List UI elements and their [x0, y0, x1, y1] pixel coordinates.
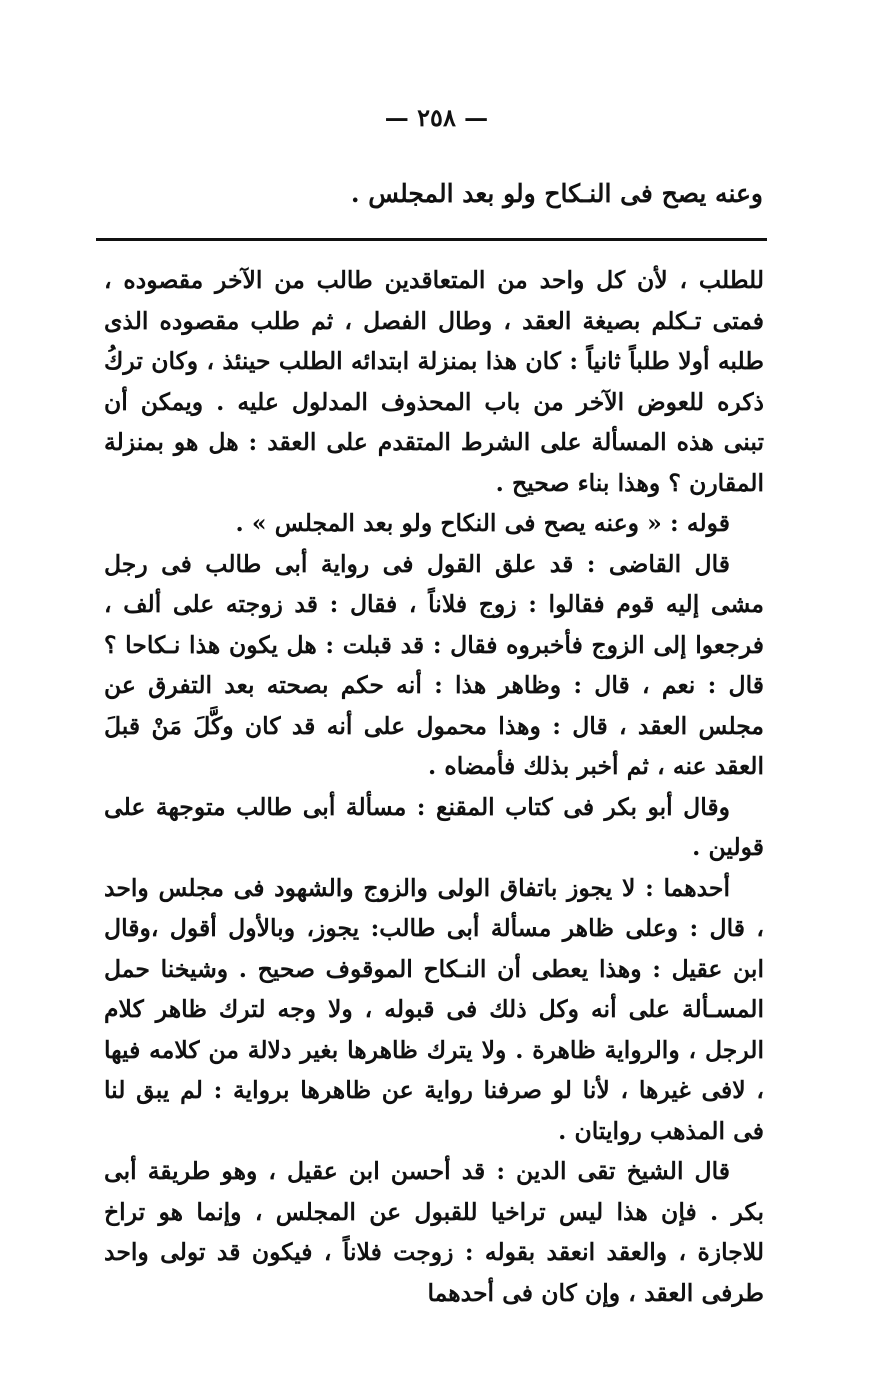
paragraph: قال القاضى : قد علق القول فى رواية أبى طالب فى رجل مشى إليه قوم فقالوا : زوج فلاناً ، فقال : قد زوجته على ألف ، فرجعوا إلى الزوج فأخبروه فقال : قد قبلت : هل يكون هذا نـكاحا ؟ قال : نعم ، قال : وظاهر هذا : أنه حكم بصحته بعد التفرق عن مجلس العقد ، قال : وهذا محمول على أنه قد كان وكَّلَ مَنْ قبلَ العقد عنه ، ثم أخبر بذلك فأمضاه . [104, 549, 764, 780]
paragraph: وقال أبو بكر فى كتاب المقنع : مسألة أبى طالب متوجهة على قولين . [104, 792, 764, 861]
separator-rule [96, 238, 767, 241]
paragraph: قوله : « وعنه يصح فى النكاح ولو بعد المجلس » . [235, 509, 730, 537]
paragraph: قال الشيخ تقى الدين : قد أحسن ابن عقيل ، وهو طريقة أبى بكر . فإن هذا ليس تراخيا للقبول عن المجلس ، وإنما هو تراخ للاجازة ، والعقد انعقد بقوله : زوجت فلاناً ، فيكون قد تولى واحد طرفى العقد ، وإن كان فى أحدهما [104, 1157, 764, 1307]
page-number: — ٢٥٨ — [384, 103, 489, 132]
commentary-body [104, 260, 764, 1313]
matn-text: وعنه يصح فى النـكاح ولو بعد المجلس . [350, 179, 763, 208]
paragraph: للطلب ، لأن كل واحد من المتعاقدين طالب من الآخر مقصوده ، فمتى تـكلم بصيغة العقد ، وطال الفصل ، ثم طلب مقصوده الذى طلبه أولا طلباً ثانياً : كان هذا بمنزلة ابتدائه الطلب حينئذ ، وكان تركُ ذكره للعوض الآخر من باب المحذوف المدلول عليه . ويمكن أن تبنى هذه المسألة على الشرط المتقدم على العقد : هل هو بمنزلة المقارن ؟ وهذا بناء صحيح . [104, 266, 764, 497]
paragraph: أحدهما : لا يجوز باتفاق الولى والزوج والشهود فى مجلس واحد ، قال : وعلى ظاهر مسألة أبى طالب: يجوز، وبالأول أقول ،وقال ابن عقيل : وهذا يعطى أن النـكاح الموقوف صحيح . وشيخنا حمل المسـألة على أنه وكل ذلك فى قبوله ، ولا وجه لترك ظاهر كلام الرجل ، والرواية ظاهرة . ولا يترك ظاهرها بغير دلالة من كلامه فيها ، لافى غيرها ، لأنا لو صرفنا رواية عن ظاهرها برواية : لم يبق لنا فى المذهب روايتان . [104, 873, 764, 1145]
